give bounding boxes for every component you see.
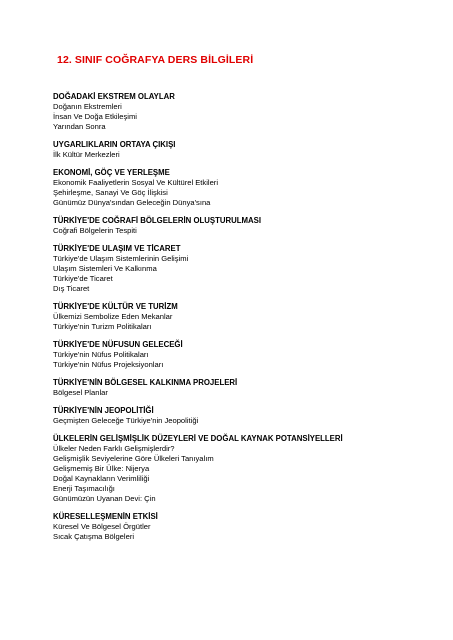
section-item: Dış Ticaret xyxy=(53,284,90,293)
section-item: Bölgesel Planlar xyxy=(53,388,108,397)
section-item: Küresel Ve Bölgesel Örgütler xyxy=(53,522,151,531)
section-heading: ÜLKELERİN GELİŞMİŞLİK DÜZEYLERİ VE DOĞAL KAYNAK POTANSİYELLERİ xyxy=(53,434,343,443)
topic-section xyxy=(53,92,433,132)
section-item: Günümüz Dünya'sından Geleceğin Dünya'sına xyxy=(53,198,211,207)
section-heading: UYGARLIKLARIN ORTAYA ÇIKIŞI xyxy=(53,140,176,149)
section-heading: TÜRKİYE'DE NÜFUSUN GELECEĞİ xyxy=(53,340,183,349)
section-item: Enerji Taşımacılığı xyxy=(53,484,115,493)
topic-section xyxy=(53,140,433,160)
section-item: Türkiye'de Ticaret xyxy=(53,274,113,283)
section-item: Şehirleşme, Sanayi Ve Göç İlişkisi xyxy=(53,188,168,197)
section-item: Doğal Kaynakların Verimliliği xyxy=(53,474,150,483)
section-heading: TÜRKİYE'DE ULAŞIM VE TİCARET xyxy=(53,244,181,253)
topic-section xyxy=(53,168,433,208)
section-heading: TÜRKİYE'NİN BÖLGESEL KALKINMA PROJELERİ xyxy=(53,378,238,387)
section-item: İlk Kültür Merkezleri xyxy=(53,150,120,159)
topic-section xyxy=(53,216,433,236)
section-item: Türkiye'nin Nüfus Politikaları xyxy=(53,350,149,359)
topic-section xyxy=(53,302,433,332)
section-item: Türkiye'nin Nüfus Projeksiyonları xyxy=(53,360,164,369)
topic-section xyxy=(53,378,433,398)
section-heading: TÜRKİYE'DE KÜLTÜR VE TURİZM xyxy=(53,302,178,311)
section-heading: TÜRKİYE'DE COĞRAFİ BÖLGELERİN OLUŞTURULMASI xyxy=(53,216,262,225)
section-item: Ülkeler Neden Farklı Gelişmişlerdir? xyxy=(53,444,175,453)
topic-list xyxy=(53,92,433,550)
topic-section xyxy=(53,244,433,294)
section-item: Yarından Sonra xyxy=(53,122,106,131)
section-item: Türkiye'de Ulaşım Sistemlerinin Gelişimi xyxy=(53,254,189,263)
section-item: Ulaşım Sistemleri Ve Kalkınma xyxy=(53,264,157,273)
section-item: Gelişmemiş Bir Ülke: Nijerya xyxy=(53,464,150,473)
section-heading: TÜRKİYE'NİN JEOPOLİTİĞİ xyxy=(53,406,154,415)
section-item: Sıcak Çatışma Bölgeleri xyxy=(53,532,135,541)
section-heading: EKONOMİ, GÖÇ VE YERLEŞME xyxy=(53,168,170,177)
section-item: Ülkemizi Sembolize Eden Mekanlar xyxy=(53,312,173,321)
topic-section xyxy=(53,340,433,370)
section-item: Günümüzün Uyanan Devi: Çin xyxy=(53,494,156,503)
section-item: İnsan Ve Doğa Etkileşimi xyxy=(53,112,137,121)
section-item: Türkiye'nin Turizm Politikaları xyxy=(53,322,152,331)
section-item: Doğanın Ekstremleri xyxy=(53,102,122,111)
section-item: Gelişmişlik Seviyelerine Göre Ülkeleri Tanıyalım xyxy=(53,454,214,463)
topic-section xyxy=(53,512,433,542)
section-heading: DOĞADAKİ EKSTREM OLAYLAR xyxy=(53,92,175,101)
document-title: 12. SINIF COĞRAFYA DERS BİLGİLERİ xyxy=(57,54,254,66)
topic-section xyxy=(53,406,433,426)
section-item: Ekonomik Faaliyetlerin Sosyal Ve Kültürel Etkileri xyxy=(53,178,219,187)
section-item: Geçmişten Geleceğe Türkiye'nin Jeopolitiği xyxy=(53,416,199,425)
section-item: Coğrafi Bölgelerin Tespiti xyxy=(53,226,137,235)
topic-section xyxy=(53,434,433,504)
section-heading: KÜRESELLEŞMENİN ETKİSİ xyxy=(53,512,158,521)
